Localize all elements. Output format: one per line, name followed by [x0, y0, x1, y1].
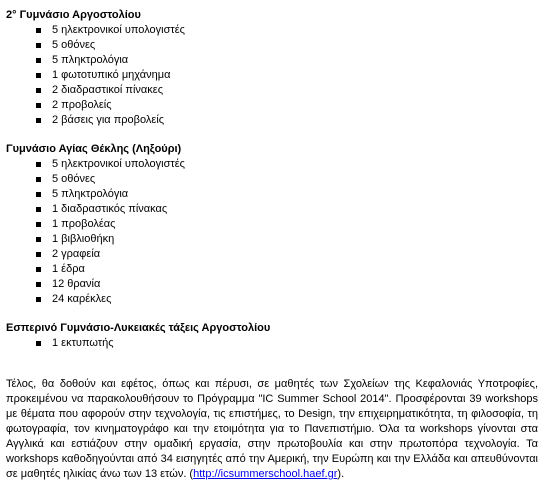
square-bullet-icon — [36, 252, 41, 257]
list-item: 5 οθόνες — [6, 38, 536, 53]
square-bullet-icon — [36, 58, 41, 63]
equipment-list — [6, 157, 536, 307]
square-bullet-icon — [36, 177, 41, 182]
square-bullet-icon — [36, 297, 41, 302]
square-bullet-icon — [36, 237, 41, 242]
list-item: 5 ηλεκτρονικοί υπολογιστές — [6, 23, 536, 38]
list-item: 5 ηλεκτρονικοί υπολογιστές — [6, 157, 536, 172]
body-paragraph — [6, 377, 538, 482]
list-item: 1 φωτοτυπικό μηχάνημα — [6, 68, 536, 83]
section-heading: 2° Γυμνάσιο Αργοστολίου — [6, 9, 141, 21]
square-bullet-icon — [36, 103, 41, 108]
list-item: 2 προβολείς — [6, 98, 536, 113]
square-bullet-icon — [36, 28, 41, 33]
square-bullet-icon — [36, 282, 41, 287]
section-heading: Γυμνάσιο Αγίας Θέκλης (Ληξούρι) — [6, 143, 182, 155]
square-bullet-icon — [36, 118, 41, 123]
list-item: 2 γραφεία — [6, 247, 536, 262]
list-item: 5 οθόνες — [6, 172, 536, 187]
list-item: 1 εκτυπωτής — [6, 336, 536, 351]
list-item: 5 πληκτρολόγια — [6, 53, 536, 68]
list-item: 1 έδρα — [6, 262, 536, 277]
list-item: 24 καρέκλες — [6, 292, 536, 307]
square-bullet-icon — [36, 88, 41, 93]
summer-school-link[interactable]: http://icsummerschool.haef.gr — [193, 468, 338, 480]
section-gymnasium-agia-thekla — [6, 142, 536, 307]
list-item: 1 βιβλιοθήκη — [6, 232, 536, 247]
section-heading: Εσπερινό Γυμνάσιο-Λυκειακές τάξεις Αργοστολίου — [6, 322, 271, 334]
equipment-list — [6, 23, 536, 128]
list-item: 2 βάσεις για προβολείς — [6, 113, 536, 128]
square-bullet-icon — [36, 192, 41, 197]
square-bullet-icon — [36, 73, 41, 78]
square-bullet-icon — [36, 341, 41, 346]
section-evening-gymnasium-argostoli — [6, 321, 536, 351]
square-bullet-icon — [36, 162, 41, 167]
square-bullet-icon — [36, 207, 41, 212]
section-2nd-gymnasium-argostoli — [6, 8, 536, 128]
square-bullet-icon — [36, 43, 41, 48]
list-item: 5 πληκτρολόγια — [6, 187, 536, 202]
paragraph-text: Τέλος, θα δοθούν και εφέτος, όπως και πέρυσι, σε μαθητές των Σχολείων της Κεφαλονιάς Υποτροφίες, προκειμένου να παρακολουθήσουν το Πρόγραμμα "IC Summer School 2014". Προσφέρονται 39 workshops με θέματα που αφορούν στην τεχνολογία, τις επιστήμες, το Design, την επιχειρηματικότητα, τη φιλοσοφία, τη φωτογραφία, τον κινηματογράφο και την ετοιμότητα για το Πανεπιστήμιο. Όλα τα workshops γίνονται στα Αγγλικά και εστιάζουν στην ομαδική εργασία, στην πρωτοβουλία και στην πρωτοπόρα τεχνολογία. Τα workshops καθοδηγούνται από 34 εισηγητές από την Αμερική, την Ευρώπη και την Ελλάδα και απευθύνονται σε μαθητές ηλικίας άνω των 13 ετών. ( — [6, 378, 538, 480]
square-bullet-icon — [36, 222, 41, 227]
list-item: 2 διαδραστικοί πίνακες — [6, 83, 536, 98]
list-item: 12 θρανία — [6, 277, 536, 292]
equipment-list — [6, 336, 536, 351]
list-item: 1 διαδραστικός πίνακας — [6, 202, 536, 217]
paragraph-tail: ). — [337, 468, 345, 480]
square-bullet-icon — [36, 267, 41, 272]
list-item: 1 προβολέας — [6, 217, 536, 232]
